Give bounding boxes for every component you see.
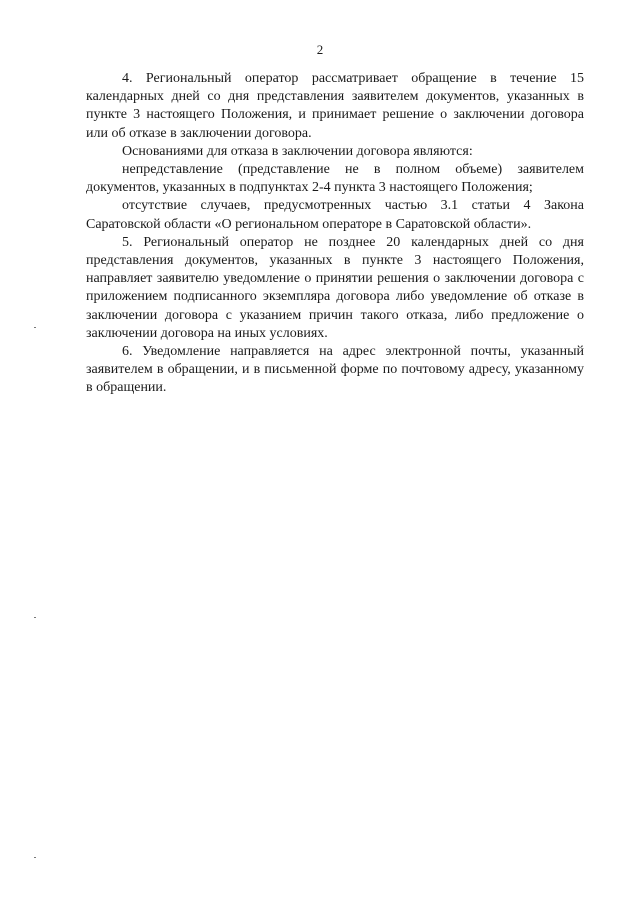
paragraph-grounds-intro: Основаниями для отказа в заключении договора являются: <box>122 143 473 159</box>
paragraph-ground-1: непредставление (представление не в полном объеме) заявителем документов, указанных в подпунктах 2-4 пункта 3 настоящего Положения; <box>86 162 584 196</box>
paragraph-6: 6. Уведомление направляется на адрес электронной почты, указанный заявителем в обращении, и в письменной форме по почтовому адресу, указанному в обращении. <box>86 344 584 396</box>
margin-mark <box>34 617 36 618</box>
paragraph-ground-2: отсутствие случаев, предусмотренных частью 3.1 статьи 4 Закона Саратовской области «О региональном операторе в Саратовской области». <box>86 198 584 232</box>
margin-mark <box>34 857 36 858</box>
paragraph-4: 4. Региональный оператор рассматривает обращение в течение 15 календарных дней со дня представления заявителем документов, указанных в пункте 3 настоящего Положения, и принимает решение о заключении договора или об отказе в заключении договора. <box>86 71 584 141</box>
margin-mark <box>34 327 36 328</box>
paragraph-5: 5. Региональный оператор не позднее 20 календарных дней со дня представления документов, указанных в пункте 3 настоящего Положения, направляет заявителю уведомление о принятии решения о заключении договора с приложением подписанного экземпляра договора либо уведомление об отказе в заключении договора с указанием причин такого отказа, либо предложение о заключении договора на иных условиях. <box>86 234 584 341</box>
document-body <box>86 70 584 398</box>
page-number: 2 <box>316 42 324 57</box>
